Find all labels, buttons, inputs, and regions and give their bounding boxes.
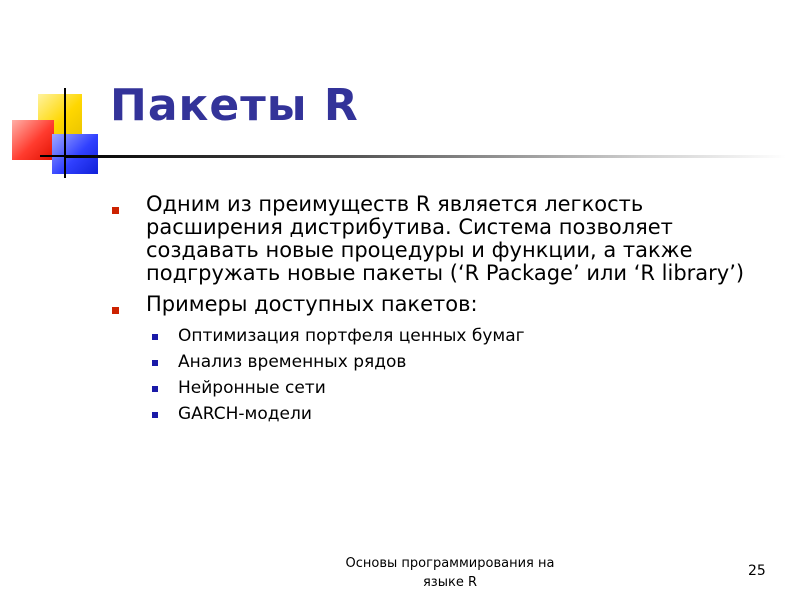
slide-body: [112, 193, 752, 428]
square-bullet-icon: [152, 360, 158, 366]
slide-footer: Основы программирования на языке R: [345, 556, 555, 590]
bullet-item: [112, 293, 752, 316]
page-number: 25: [748, 563, 766, 579]
sub-bullet-text: GARCH-модели: [178, 404, 312, 424]
sub-bullet-text: Анализ временных рядов: [178, 352, 407, 372]
logo-vertical-line: [64, 88, 66, 178]
bullet-text: Одним из преимуществ R является легкость расширения дистрибутива. Система позволяет создавать новые процедуры и функции, а также подгружать новые пакеты (‘R Package’ или ‘R library’): [146, 192, 745, 285]
square-bullet-icon: [152, 386, 158, 392]
slide-title: Пакеты R: [110, 80, 359, 131]
square-bullet-icon: [112, 207, 119, 214]
square-bullet-icon: [152, 412, 158, 418]
bullet-text: Примеры доступных пакетов:: [146, 292, 478, 316]
sub-bullet-list: [112, 324, 752, 428]
logo-blue-square: [52, 134, 98, 174]
sub-bullet-item: [112, 350, 752, 376]
logo-red-square: [12, 120, 54, 160]
square-bullet-icon: [152, 334, 158, 340]
sub-bullet-item: [112, 376, 752, 402]
bullet-item: [112, 193, 752, 285]
title-divider: [66, 155, 786, 158]
sub-bullet-item: [112, 402, 752, 428]
sub-bullet-item: [112, 324, 752, 350]
sub-bullet-text: Нейронные сети: [178, 378, 326, 398]
sub-bullet-text: Оптимизация портфеля ценных бумаг: [178, 326, 525, 346]
square-bullet-icon: [112, 307, 119, 314]
